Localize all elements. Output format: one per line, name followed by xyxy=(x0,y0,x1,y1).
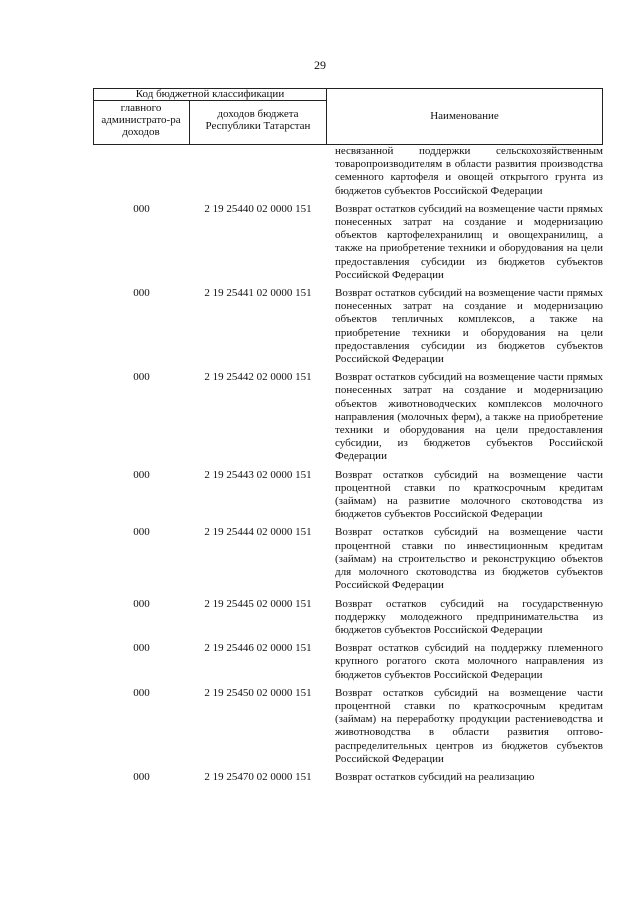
header-right-border xyxy=(602,88,603,145)
revenue-code-cell: 2 19 25444 02 0000 151 xyxy=(204,526,312,539)
revenue-code-cell: 2 19 25442 02 0000 151 xyxy=(204,371,312,384)
row-name: Возврат остатков субсидий на государственную поддержку молодежного предпринимательства из бюджетов субъектов Российской Федерации xyxy=(335,597,603,636)
name-cell xyxy=(335,145,603,198)
admin-code-cell: 000 xyxy=(133,597,150,610)
name-cell xyxy=(335,203,603,282)
revenue-code-cell: 2 19 25470 02 0000 151 xyxy=(204,770,312,783)
table-row xyxy=(93,526,603,592)
table-row xyxy=(93,771,603,784)
table-row xyxy=(93,469,603,522)
name-cell xyxy=(335,469,603,522)
row-name: Возврат остатков субсидий на возмещение части прямых понесенных затрат на создание и модернизацию объектов животноводческих комплексов молочного направления (молочных ферм), а также на приобретение техники и оборудования на цели предоставления субсидии, из бюджетов субъектов Российской Федерации xyxy=(335,371,603,463)
table-header xyxy=(93,88,603,145)
name-cell xyxy=(335,687,603,766)
table-row-continuation xyxy=(93,145,603,203)
table-row xyxy=(93,598,603,638)
admin-code-cell: 000 xyxy=(133,642,150,655)
header-col-divider-1 xyxy=(189,100,190,145)
header-subdivider xyxy=(93,100,326,101)
row-name: Возврат остатков субсидий на реализацию xyxy=(335,770,535,783)
table-row xyxy=(93,642,603,682)
row-name: Возврат остатков субсидий на возмещение части процентной ставки по инвестиционным кредитам (займам) на строительство и реконструкцию объектов для молочного скотоводства из бюджетов субъектов Российской Федерации xyxy=(335,526,603,592)
row-name: Возврат остатков субсидий на возмещение части процентной ставки по краткосрочным кредитам (займам) на переработку продукции растениеводства и животноводства в области развития оптово-распределительных центров из бюджетов субъектов Российской Федерации xyxy=(335,686,603,765)
admin-code-cell: 000 xyxy=(133,468,150,481)
table-row xyxy=(93,687,603,766)
name-cell xyxy=(335,771,603,784)
row-name: Возврат остатков субсидий на поддержку племенного крупного рогатого скота молочного направления из бюджетов субъектов Российской Федерации xyxy=(335,642,603,681)
table-row xyxy=(93,287,603,366)
admin-code-cell: 000 xyxy=(133,526,150,539)
admin-code-cell: 000 xyxy=(133,686,150,699)
admin-code-cell: 000 xyxy=(133,287,150,300)
name-cell xyxy=(335,642,603,682)
admin-code-cell: 000 xyxy=(133,202,150,215)
revenue-code-cell: 2 19 25450 02 0000 151 xyxy=(204,686,312,699)
revenue-code-cell: 2 19 25440 02 0000 151 xyxy=(204,202,312,215)
name-cell xyxy=(335,371,603,463)
table-row xyxy=(93,203,603,282)
admin-code-cell: 000 xyxy=(133,770,150,783)
header-group-title: Код бюджетной классификации xyxy=(135,88,285,100)
row-name: Возврат остатков субсидий на возмещение части прямых понесенных затрат на создание и модернизацию объектов тепличных комплексов, а также на приобретение техники и оборудования на цели предоставления субсидии из бюджетов субъектов Российской Федерации xyxy=(335,287,603,366)
revenue-code-cell: 2 19 25443 02 0000 151 xyxy=(204,468,312,481)
page-number: 29 xyxy=(314,58,326,72)
continuation-text: несвязанной поддержки сельскохозяйственным товаропроизводителям в области развития производства семенного картофеля и овощей открытого грунта из бюджетов субъектов Российской Федерации xyxy=(335,145,603,197)
admin-code-cell: 000 xyxy=(133,371,150,384)
name-cell xyxy=(335,598,603,638)
revenue-code-cell: 2 19 25446 02 0000 151 xyxy=(204,642,312,655)
header-col1-title: главного администрато-ра доходов xyxy=(101,102,181,138)
revenue-code-cell: 2 19 25445 02 0000 151 xyxy=(204,597,312,610)
table-row xyxy=(93,371,603,463)
header-col2-title: доходов бюджета Республики Татарстан xyxy=(205,108,311,132)
revenue-code-cell: 2 19 25441 02 0000 151 xyxy=(204,287,312,300)
row-name: Возврат остатков субсидий на возмещение части прямых понесенных затрат на создание и модернизацию объектов картофелехранилищ и овощехранилищ, а также на приобретение техники и оборудования на цели предоставления субсидии из бюджетов субъектов Российской Федерации xyxy=(335,202,603,281)
header-col3-title: Наименование xyxy=(430,110,499,122)
row-name: Возврат остатков субсидий на возмещение части процентной ставки по краткосрочным кредитам (займам) на развитие молочного скотоводства из бюджетов субъектов Российской Федерации xyxy=(335,468,603,521)
name-cell xyxy=(335,287,603,366)
table-body xyxy=(93,145,603,784)
name-cell xyxy=(335,526,603,592)
